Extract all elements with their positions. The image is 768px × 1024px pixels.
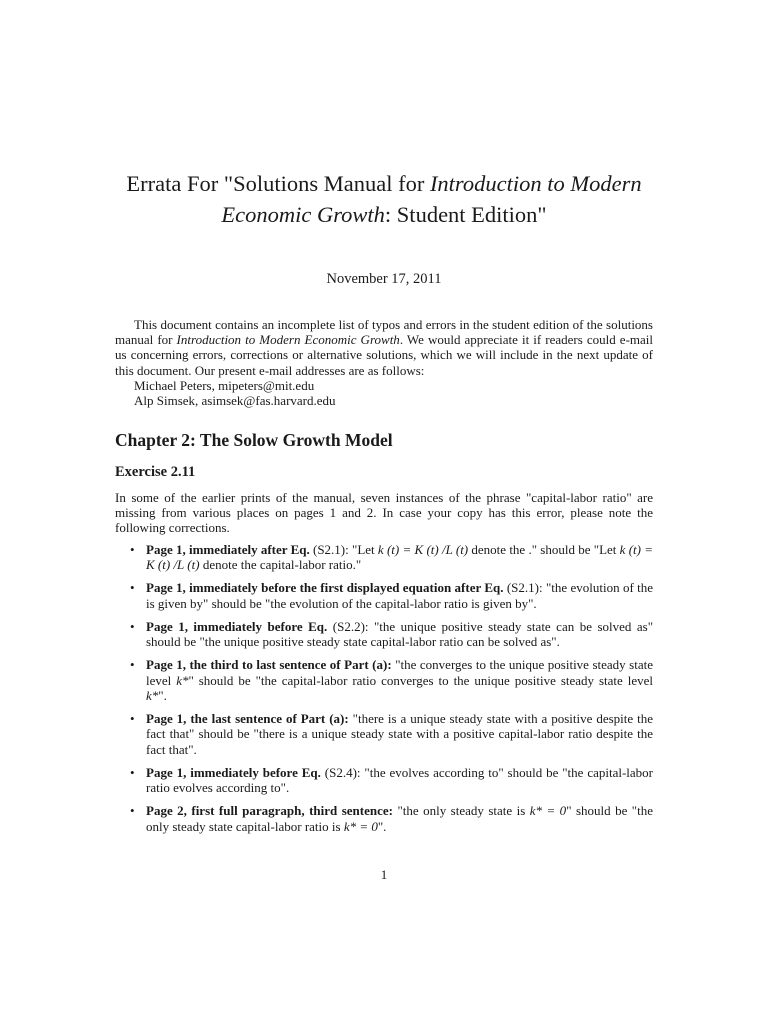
correction-text: "Let bbox=[348, 542, 378, 557]
abstract-part2: . We would appreciate it if readers could e-mail us concerning errors, corrections or alternative solutions, which we will include in the next update of this document. Our present e-mail addresses are as follows: bbox=[115, 332, 653, 378]
intro-paragraph: In some of the earlier prints of the manual, seven instances of the phrase "capital-labor ratio" are missing from various places on pages 1 and 2. In case your copy has this error, please note the following corrections. bbox=[115, 490, 653, 536]
correction-location: Page 1, immediately before Eq. bbox=[146, 618, 328, 634]
bullet-icon: • bbox=[130, 618, 135, 634]
correction-item bbox=[115, 765, 653, 796]
correction-item bbox=[115, 711, 653, 757]
correction-text: ". bbox=[377, 818, 387, 834]
document-date: November 17, 2011 bbox=[326, 271, 442, 287]
correction-text: "the unique positive steady state can be solved as" should be "the unique positive steady state capital-labor ratio can be solved as". bbox=[146, 618, 654, 650]
correction-text: "the converges to the unique positive steady state level bbox=[146, 657, 654, 688]
correction-location: Page 1, the third to last sentence of Part (a): bbox=[146, 657, 392, 673]
chapter-heading: Chapter 2: The Solow Growth Model bbox=[115, 430, 393, 450]
corrections-list bbox=[115, 542, 653, 842]
correction-item bbox=[115, 657, 653, 703]
correction-item bbox=[115, 580, 653, 611]
title-line2-suffix: : Student Edition" bbox=[384, 202, 547, 227]
bullet-icon: • bbox=[130, 711, 135, 727]
correction-text: "the evolution of the is given by" should be "the evolution of the capital-labor ratio is given by". bbox=[146, 580, 654, 611]
bullet-icon: • bbox=[130, 803, 135, 819]
correction-text: "the evolves according to" should be "the capital-labor ratio evolves according to". bbox=[146, 764, 654, 796]
bullet-icon: • bbox=[130, 580, 135, 596]
correction-equation: (S2.1): bbox=[309, 542, 349, 557]
correction-text: "there is a unique steady state with a positive despite the fact that" should be "there is a unique steady state with a positive capital-labor ratio despite the fact that". bbox=[146, 711, 653, 757]
contact-alp-simsek: Alp Simsek, asimsek@fas.harvard.edu bbox=[134, 393, 336, 409]
correction-location: Page 1, immediately before Eq. bbox=[146, 764, 321, 780]
document-title bbox=[80, 168, 688, 230]
correction-text: "the only steady state is bbox=[392, 803, 530, 819]
bullet-icon: • bbox=[130, 657, 135, 673]
correction-equation: (S2.4): bbox=[320, 764, 361, 780]
correction-location: Page 2, first full paragraph, third sentence: bbox=[146, 803, 393, 819]
abstract bbox=[115, 317, 653, 408]
bullet-icon: • bbox=[130, 764, 135, 780]
correction-math: k* = 0 bbox=[529, 803, 567, 819]
correction-location: Page 1, the last sentence of Part (a): bbox=[146, 711, 349, 727]
correction-text: " should be "the capital-labor ratio converges to the unique positive steady state level bbox=[188, 672, 654, 688]
correction-math: k (t) = K (t) /L (t) bbox=[377, 542, 469, 557]
correction-item bbox=[115, 542, 653, 573]
correction-text: ". bbox=[158, 688, 167, 704]
correction-item bbox=[115, 803, 653, 834]
correction-item bbox=[115, 619, 653, 650]
correction-text: denote the capital-labor ratio." bbox=[199, 557, 362, 573]
correction-equation: (S2.2): bbox=[327, 618, 369, 634]
correction-text: " should be "the only steady state capital-labor ratio is bbox=[146, 803, 653, 834]
title-line2-italic: Economic Growth bbox=[221, 202, 385, 227]
correction-math: k (t) = K (t) /L (t) bbox=[146, 542, 653, 573]
title-line1-prefix: Errata For "Solutions Manual for bbox=[126, 171, 430, 196]
correction-math: k* bbox=[146, 688, 159, 704]
abstract-book-title: Introduction to Modern Economic Growth bbox=[176, 332, 400, 348]
correction-math: k* bbox=[176, 672, 189, 688]
title-line1-italic: Introduction to Modern bbox=[429, 171, 642, 196]
correction-location: Page 1, immediately after Eq. bbox=[146, 542, 310, 557]
correction-location: Page 1, immediately before the first displayed equation after Eq. bbox=[146, 580, 504, 596]
bullet-icon: • bbox=[130, 542, 135, 557]
abstract-part1: This document contains an incomplete list of typos and errors in the student edition of the solutions manual for bbox=[115, 317, 653, 348]
page-number: 1 bbox=[380, 867, 388, 882]
contact-michael-peters: Michael Peters, mipeters@mit.edu bbox=[134, 377, 315, 393]
correction-text: denote the ." should be "Let bbox=[468, 542, 620, 557]
correction-equation: (S2.1): bbox=[503, 580, 543, 596]
exercise-heading: Exercise 2.11 bbox=[115, 464, 196, 480]
correction-math: k* = 0 bbox=[343, 818, 378, 834]
